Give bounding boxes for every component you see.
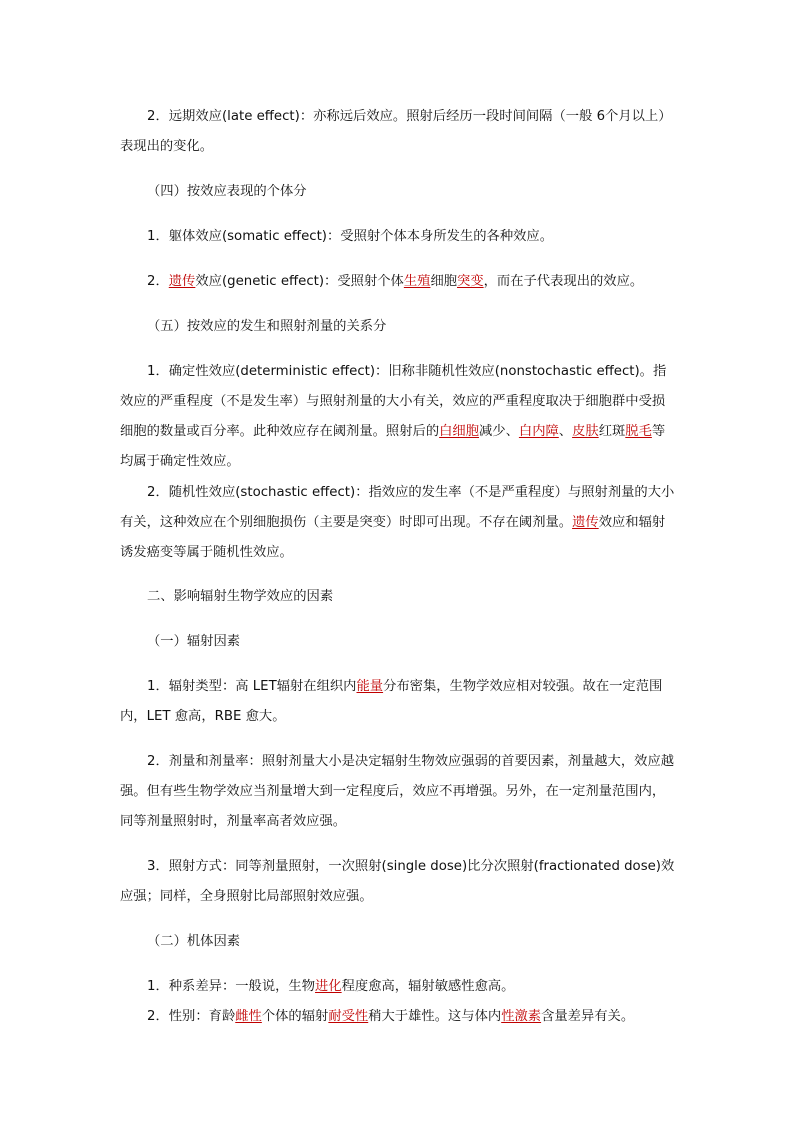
link-yichuan[interactable]: 遗传 [168, 274, 196, 289]
paragraph-sex [120, 1002, 678, 1032]
text-segment: （一）辐射因素 [147, 634, 241, 649]
text-segment: （五）按效应的发生和照射剂量的关系分 [147, 319, 387, 334]
link-shengzhi[interactable]: 生殖 [403, 274, 431, 289]
heading-by-dose-relation [120, 312, 678, 342]
link-xingjisu[interactable]: 性激素 [501, 1009, 542, 1024]
paragraph-somatic-effect [120, 222, 678, 252]
link-tuomao[interactable]: 脱毛 [625, 424, 652, 439]
heading-organism-factors [120, 927, 678, 957]
paragraph-dose-and-rate [120, 747, 678, 837]
text-segment: ，而在子代表现出的效应。 [483, 274, 644, 289]
text-segment: 稍大于雄性。这与体内 [368, 1009, 502, 1024]
link-nengliang[interactable]: 能量 [356, 679, 384, 694]
link-tubian[interactable]: 突变 [457, 274, 484, 289]
text-segment: 、 [558, 424, 573, 439]
paragraph-stochastic-effect [120, 478, 678, 568]
text-segment: 二、影响辐射生物学效应的因素 [147, 589, 334, 604]
section-heading-factors [120, 582, 678, 612]
text-segment: 2． [147, 274, 169, 289]
text-segment: 1．躯体效应(somatic effect)：受照射个体本身所发生的各种效应。 [147, 229, 554, 244]
text-segment: 含量差异有关。 [541, 1009, 635, 1024]
text-segment: 1．辐射类型：高 LET辐射在组织内 [147, 679, 357, 694]
text-segment: 等均属于确定性效应。 [120, 424, 666, 469]
link-naishouxing[interactable]: 耐受性 [328, 1009, 369, 1024]
paragraph-radiation-type [120, 672, 678, 732]
link-baixibao[interactable]: 白细胞 [439, 424, 480, 439]
heading-radiation-factors [120, 627, 678, 657]
text-segment: 2．剂量和剂量率：照射剂量大小是决定辐射生物效应强弱的首要因素，剂量越大，效应越强。但有些生物学效应当剂量增大到一定程度后，效应不再增强。另外，在一定剂量范围内，同等剂量照射时，剂量率高者效应强。 [120, 754, 675, 829]
paragraph-late-effect [120, 102, 678, 162]
text-segment: 减少、 [479, 424, 519, 439]
text-segment: （二）机体因素 [147, 934, 241, 949]
text-segment: 效应和辐射诱发癌变等属于随机性效应。 [120, 515, 666, 560]
paragraph-irradiation-mode [120, 852, 678, 912]
text-segment: 2．远期效应(late effect)：亦称远后效应。照射后经历一段时间间隔（一般 6个月以上）表现出的变化。 [120, 109, 672, 154]
text-segment: 2．性别：育龄 [147, 1009, 236, 1024]
link-pifu[interactable]: 皮肤 [572, 424, 599, 439]
text-segment: 1．确定性效应(deterministic effect)：旧称非随机性效应(nonstochastic effect)。指效应的严重程度（不是发生率）与照射剂量的大小有关，效应的严重程度取决于细胞群中受损细胞的数量或百分率。此种效应存在阈剂量。照射后的 [120, 364, 667, 439]
text-segment: 程度愈高，辐射敏感性愈高。 [341, 979, 515, 994]
link-yichuan-2[interactable]: 遗传 [572, 515, 599, 530]
text-segment: 2．随机性效应(stochastic effect)：指效应的发生率（不是严重程度）与照射剂量的大小有关，这种效应在个别细胞损伤（主要是突变）时即可出现。不存在阈剂量。 [120, 485, 675, 530]
text-segment: 细胞 [430, 274, 458, 289]
text-segment: 3．照射方式：同等剂量照射，一次照射(single dose)比分次照射(fractionated dose)效应强；同样，全身照射比局部照射效应强。 [120, 859, 675, 904]
link-baineizhang[interactable]: 白内障 [518, 424, 559, 439]
paragraph-genetic-effect [120, 267, 678, 297]
text-segment: 红斑 [598, 424, 626, 439]
paragraph-deterministic-effect [120, 357, 678, 477]
link-cixing[interactable]: 雌性 [235, 1009, 262, 1024]
text-segment: 分布密集，生物学效应相对较强。故在一定范围内，LET 愈高，RBE 愈大。 [120, 679, 663, 724]
paragraph-species-difference [120, 972, 678, 1002]
text-segment: （四）按效应表现的个体分 [147, 184, 307, 199]
text-segment: 个体的辐射 [261, 1009, 329, 1024]
text-segment: 效应(genetic effect)：受照射个体 [195, 274, 404, 289]
text-segment: 1．种系差异：一般说，生物 [147, 979, 316, 994]
link-jinhua[interactable]: 进化 [315, 979, 342, 994]
heading-by-individual [120, 177, 678, 207]
